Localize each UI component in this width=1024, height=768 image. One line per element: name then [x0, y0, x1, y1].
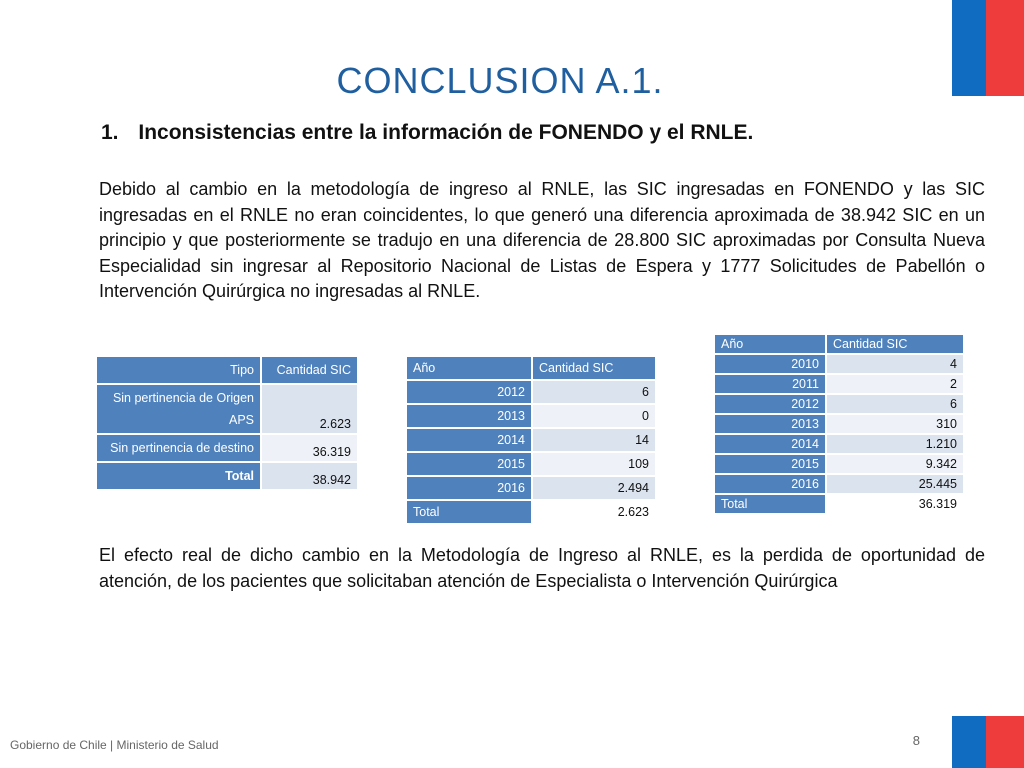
table-destino-header-year: Año: [715, 335, 825, 353]
table-destino-year: 2011: [715, 375, 825, 393]
table-row: [97, 385, 357, 433]
table-tipo-cell-total: Total: [97, 463, 260, 489]
table-origen-value: 2.494: [533, 477, 655, 499]
table-origen-header-cantidad: Cantidad SIC: [533, 357, 655, 379]
slide-subtitle: [101, 121, 753, 145]
table-destino-value: 6: [827, 395, 963, 413]
table-row: [407, 477, 655, 499]
table-origen-value: 14: [533, 429, 655, 451]
table-origen-year: 2013: [407, 405, 531, 427]
footer-text: Gobierno de Chile | Ministerio de Salud: [10, 738, 219, 752]
table-row: [715, 455, 963, 473]
table-destino-year: 2010: [715, 355, 825, 373]
table-destino-header-cantidad: Cantidad SIC: [827, 335, 963, 353]
paragraph-intro: Debido al cambio en la metodología de ingreso al RNLE, las SIC ingresadas en FONENDO y las SIC ingresadas en el RNLE no eran coincidentes, lo que generó una diferencia aproximada de 38.942 SIC en un principio y que posteriormente se tradujo en una diferencia de 28.800 SIC aproximadas por Consulta Nueva Especialidad sin ingresar al Repositorio Nacional de Listas de Espera y 1777 Solicitudes de Pabellón o Intervención Quirúrgica no ingresadas al RNLE.: [99, 179, 985, 301]
table-destino-value: 2: [827, 375, 963, 393]
table-destino-year: 2014: [715, 435, 825, 453]
table-destino-value: 310: [827, 415, 963, 433]
table-origen-year: 2012: [407, 381, 531, 403]
table-row: [715, 415, 963, 433]
table-destino-total-value: 36.319: [827, 495, 963, 513]
table-row: [407, 405, 655, 427]
table-destino-value: 25.445: [827, 475, 963, 493]
table-origen-year: 2015: [407, 453, 531, 475]
table-origen-value: 6: [533, 381, 655, 403]
table-row: [715, 375, 963, 393]
table-destino-value: 4: [827, 355, 963, 373]
table-origen-total-value: 2.623: [533, 501, 655, 523]
table-tipo-header-cantidad: Cantidad SIC: [262, 357, 357, 383]
table-row: [715, 395, 963, 413]
table-row: [715, 435, 963, 453]
table-origen-header-year: Año: [407, 357, 531, 379]
table-origen-total-label: Total: [407, 501, 531, 523]
table-row: [715, 355, 963, 373]
table-row: [715, 475, 963, 493]
page-number: 8: [912, 733, 920, 748]
subtitle-text: Inconsistencias entre la información de FONENDO y el RNLE.: [138, 121, 754, 144]
table-destino-value: 1.210: [827, 435, 963, 453]
table-tipo-cell-cantidad: 36.319: [262, 435, 357, 461]
table-tipo-header-tipo: Tipo: [97, 357, 260, 383]
table-tipo-cell-tipo: Sin pertinencia de destino: [97, 435, 260, 461]
paragraph-conclusion: El efecto real de dicho cambio en la Metodología de Ingreso al RNLE, es la perdida de oportunidad de atención, de los pacientes que solicitaban atención de Especialista o Intervención Quirúrgica: [99, 545, 985, 591]
flag-decoration-bottom: [952, 716, 1024, 768]
table-origen-aps: [405, 355, 657, 525]
flag-blue-stripe: [952, 716, 986, 768]
table-destino-value: 9.342: [827, 455, 963, 473]
table-row: [97, 435, 357, 461]
table-row: [407, 501, 655, 523]
table-origen-year: 2016: [407, 477, 531, 499]
table-destino-year: 2012: [715, 395, 825, 413]
table-tipo-cell-cantidad: 2.623: [262, 385, 357, 433]
table-origen-value: 0: [533, 405, 655, 427]
table-row: [715, 495, 963, 513]
table-destino: [713, 333, 965, 515]
flag-red-stripe: [986, 716, 1024, 768]
table-row: [407, 453, 655, 475]
table-row: [407, 429, 655, 451]
table-destino-total-label: Total: [715, 495, 825, 513]
table-destino-year: 2015: [715, 455, 825, 473]
table-destino-year: 2016: [715, 475, 825, 493]
slide-title: CONCLUSION A.1.: [336, 60, 664, 101]
table-destino-year: 2013: [715, 415, 825, 433]
table-row: [407, 381, 655, 403]
table-tipo-cell-tipo: Sin pertinencia de Origen APS: [97, 385, 260, 433]
table-row: [97, 463, 357, 489]
table-origen-value: 109: [533, 453, 655, 475]
table-tipo-cell-total-value: 38.942: [262, 463, 357, 489]
table-origen-year: 2014: [407, 429, 531, 451]
subtitle-number: 1.: [101, 121, 119, 144]
table-tipo: [95, 355, 359, 491]
